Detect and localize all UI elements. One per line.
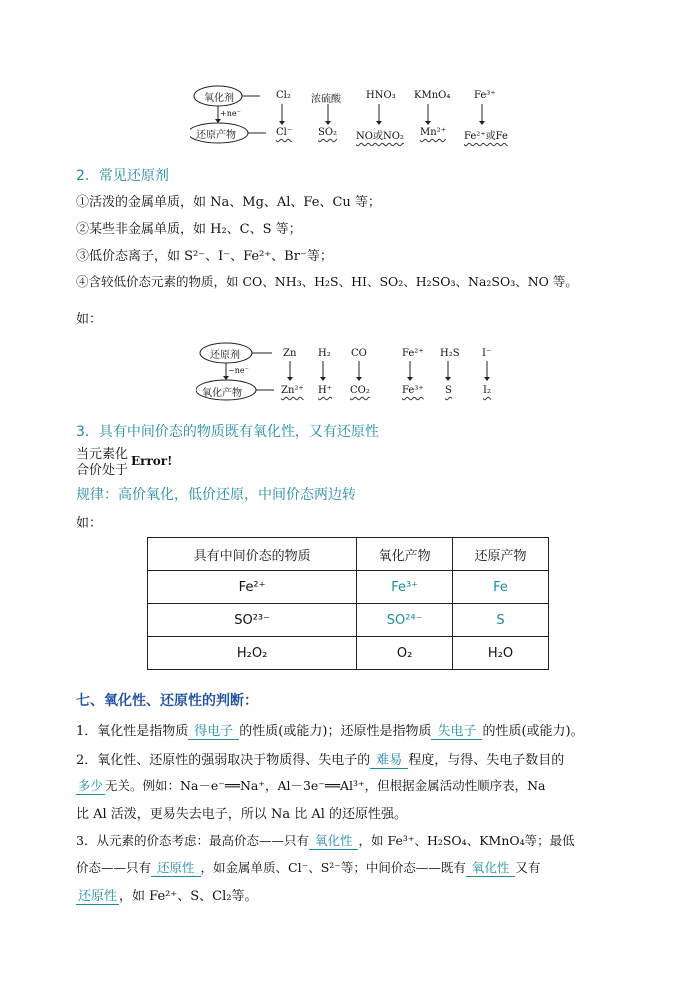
reactant: KMnO₄ [414,90,451,101]
text: 价态——只有 [76,860,152,875]
reductant-label: 还原剂 [210,350,240,361]
paragraph-2-cont: 比 Al 活泼，更易失去电子，所以 Na 比 Al 的还原性强。 [76,807,408,822]
product: H⁺ [318,385,332,396]
intermediate-valence-text: 合价处于 [76,463,129,478]
table-cell: Fe²⁺ [148,571,357,604]
paragraph-1 [76,720,584,740]
paragraph-3-cont [76,885,257,905]
reactant: 浓硫酸 [311,94,341,105]
example-label: 如： [76,312,103,327]
paragraph-2-cont [76,776,546,795]
reactant: I⁻ [482,348,492,359]
product: SO₂ [318,127,338,138]
product: Mn²⁺ [420,127,446,138]
valence-table [147,537,549,670]
product: CO₂ [350,385,370,396]
paragraph-2 [76,749,564,769]
table-cell: H₂O [453,637,549,670]
answer-blank: 还原性 [76,885,119,905]
table-cell: S [453,604,549,637]
text: ，如 Fe²⁺、S、Cl₂等。 [119,889,258,904]
reductant-item: ①活泼的金属单质，如 Na、Mg、Al、Fe、Cu 等； [76,195,381,210]
table-header: 具有中间价态的物质 [148,538,357,571]
table-cell: Fe³⁺ [357,571,453,604]
product: Cl⁻ [276,127,293,138]
paragraph-3 [76,831,575,850]
gain-electrons-label: +ne⁻ [220,109,241,118]
oxidant-label: 氧化剂 [204,93,234,104]
text: 又有 [515,860,541,875]
section-3-title: 3．具有中间价态的物质既有氧化性，又有还原性 [76,424,379,440]
reduction-product-label: 还原产物 [196,130,236,141]
section-2-title: 2．常见还原剂 [76,168,169,184]
reductant-item: ④含较低价态元素的物质，如 CO、NH₃、H₂S、HI、SO₂、H₂SO₃、Na₂SO₃、NO 等。 [76,274,578,289]
text: 1．氧化性是指物质 [76,724,189,739]
section-7-title: 七、氧化性、还原性的判断： [76,693,258,709]
text: ，如金属单质、Cl⁻、S²⁻等；中间价态——既有 [200,860,466,875]
product: Fe²⁺或Fe [464,131,508,142]
product: NO或NO₂ [356,131,404,142]
answer-blank: 氧化性 [466,858,516,877]
product: I₂ [483,385,491,396]
reactant: HNO₃ [366,90,396,101]
table-cell: Fe [453,571,549,604]
table-cell: H₂O₂ [148,637,357,670]
table-row [148,637,549,670]
table-row [148,604,549,637]
table-cell: SO²⁴⁻ [357,604,453,637]
product: Zn²⁺ [281,385,304,396]
answer-blank: 氧化性 [309,831,359,850]
table-cell: O₂ [357,637,453,670]
paragraph-3-cont [76,858,540,877]
reactant: CO [351,348,367,359]
reactant: Fe³⁺ [474,90,496,101]
text: ，如 Fe³⁺、H₂SO₄、KMnO₄等；最低 [358,833,575,848]
text: 的性质(或能力)。 [482,724,584,739]
reactant: Zn [283,348,297,359]
text: 程度，与得、失电子数目的 [408,753,565,768]
product: S [445,385,452,396]
answer-blank: 失电子 [431,720,482,740]
reactant: Cl₂ [276,90,291,101]
reactant: H₂ [318,348,331,359]
error-text: Error! [131,454,173,468]
product: Fe³⁺ [402,385,424,396]
intermediate-valence-text: 当元素化 [76,447,129,462]
answer-blank: 多少 [78,778,104,793]
text: 2．氧化性、还原性的强弱取决于物质得、失电子的 [76,753,371,768]
reactant: Fe²⁺ [402,348,424,359]
table-row [148,571,549,604]
example-label: 如： [76,516,103,531]
text: 的性质(或能力)；还原性是指物质 [239,724,432,739]
lose-electrons-label: −ne⁻ [228,366,249,375]
table-header: 还原产物 [453,538,549,571]
answer-blank: 得电子 [188,720,239,740]
reductant-item: ③低价态离子，如 S²⁻、I⁻、Fe²⁺、Br⁻等； [76,249,333,264]
oxidation-product-label: 氧化产物 [202,388,242,399]
answer-blank: 难易 [370,749,408,769]
rule-text: 规律：高价氧化，低价还原，中间价态两边转 [76,487,356,503]
answer-blank: 还原性 [151,858,201,877]
text: 3．从元素的价态考虑：最高价态——只有 [76,833,309,848]
reactant: H₂S [440,348,460,359]
table-header-row [148,538,549,571]
table-cell: SO²³⁻ [148,604,357,637]
reductant-item: ②某些非金属单质，如 H₂、C、S 等； [76,222,302,237]
text: 无关。例如：Na－e⁻══Na⁺，Al－3e⁻══Al³⁺，但根据金属活动性顺序表，Na [105,778,546,793]
table-header: 氧化产物 [357,538,453,571]
